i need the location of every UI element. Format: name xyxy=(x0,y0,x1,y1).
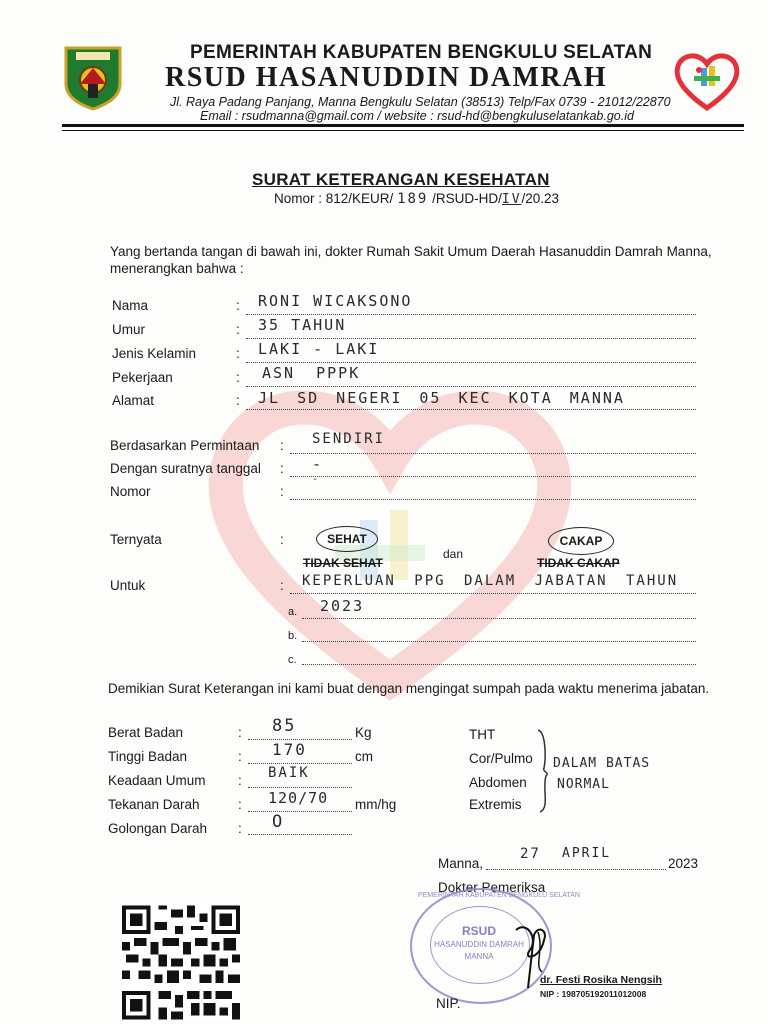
tinggi-value: 170 xyxy=(272,740,307,759)
untuk-value: KEPERLUAN PPG DALAM JABATAN TAHUN xyxy=(302,573,679,589)
remark-line2: NORMAL xyxy=(557,777,610,792)
nomor-dotted-line xyxy=(290,499,696,500)
jk-colon: : xyxy=(236,346,240,361)
ternyata-label: Ternyata xyxy=(110,532,162,547)
tanggal-colon: : xyxy=(280,461,284,476)
regency-crest-icon xyxy=(62,44,124,110)
doctor-name: dr. Festi Rosika Nengsih xyxy=(540,974,662,986)
watermark-heart-icon xyxy=(200,370,580,700)
signature-date-dotted-line xyxy=(486,869,666,870)
alamat-label: Alamat xyxy=(112,393,155,408)
alamat-dotted-line xyxy=(246,409,696,410)
cor-pulmo-label: Cor/Pulmo xyxy=(469,751,533,766)
dan-text: dan xyxy=(443,547,464,561)
tinggi-unit: cm xyxy=(355,749,373,764)
nama-colon: : xyxy=(236,298,240,313)
alamat-value: JL SD NEGERI 05 KEC KOTA MANNA xyxy=(258,389,625,407)
jk-dotted-line xyxy=(246,362,696,363)
berat-unit: Kg xyxy=(355,725,372,740)
pekerjaan-dotted-line xyxy=(246,386,696,387)
header-line1: PEMERINTAH KABUPATEN BENGKULU SELATAN xyxy=(190,42,653,63)
permintaan-label: Berdasarkan Permintaan xyxy=(110,438,260,453)
umur-value: 35 TAHUN xyxy=(258,316,347,334)
tekanan-unit: mm/hg xyxy=(355,797,397,812)
keadaan-dotted-line xyxy=(248,787,352,788)
qr-code-icon xyxy=(122,905,240,1020)
tht-label: THT xyxy=(469,727,496,742)
nomor-number: 189 xyxy=(397,191,429,207)
untuk-c-label: c. xyxy=(288,654,297,666)
signature-day: 27 xyxy=(520,846,541,862)
doctor-nip: NIP : 198705192011012008 xyxy=(540,989,647,999)
nama-label: Nama xyxy=(112,298,149,313)
tekanan-colon: : xyxy=(238,797,242,812)
nama-value: RONI WICAKSONO xyxy=(258,292,413,310)
tinggi-colon: : xyxy=(238,749,242,764)
jenis-kelamin-label: Jenis Kelamin xyxy=(112,346,197,361)
tidak-cakap-struck: TIDAK CAKAP xyxy=(537,556,620,570)
tekanan-value: 120/70 xyxy=(268,789,329,807)
pekerjaan-colon: : xyxy=(236,370,240,385)
stamp-top-text: PEMERINTAH KABUPATEN BENGKULU SELATAN xyxy=(418,892,580,899)
ternyata-colon: : xyxy=(280,532,284,547)
intro-text: Yang bertanda tangan di bawah ini, dokter Rumah Sakit Umum Daerah Hasanuddin Damrah Manna, menerangkan bahwa : xyxy=(110,244,712,276)
pekerjaan-label: Pekerjaan xyxy=(112,370,173,385)
golongan-label: Golongan Darah xyxy=(108,821,208,836)
nip-label: NIP. xyxy=(436,996,461,1011)
header-divider-thin xyxy=(62,130,744,131)
untuk-a-value: 2023 xyxy=(320,597,365,615)
hospital-heart-logo-icon xyxy=(672,48,742,112)
abdomen-label: Abdomen xyxy=(469,775,527,790)
tanggal-dotted-line xyxy=(290,476,696,477)
keadaan-value: BAIK xyxy=(268,765,310,781)
header-divider-thick xyxy=(62,124,744,127)
extremis-label: Extremis xyxy=(469,797,522,812)
permintaan-value: SENDIRI xyxy=(312,431,386,447)
nomor-year: /20.23 xyxy=(521,191,560,206)
signature-place: Manna, xyxy=(438,856,484,871)
signature-role: Dokter Pemeriksa xyxy=(438,880,546,895)
untuk-b-dotted-line xyxy=(302,641,696,642)
tekanan-dotted-line xyxy=(248,811,352,812)
brace-mark-icon xyxy=(536,728,556,814)
jenis-kelamin-value: LAKI - LAKI xyxy=(258,340,380,358)
keadaan-colon: : xyxy=(238,773,242,788)
header-contact: Email : rsudmanna@gmail.com / website : rsud-hd@bengkuluselatankab.go.id xyxy=(200,109,634,123)
golongan-colon: : xyxy=(238,821,242,836)
tinggi-label: Tinggi Badan xyxy=(108,749,188,764)
tekanan-label: Tekanan Darah xyxy=(108,797,200,812)
golongan-dotted-line xyxy=(248,834,352,835)
cakap-circled: CAKAP xyxy=(548,527,614,555)
closing-text: Demikian Surat Keterangan ini kami buat dengan mengingat sumpah pada waktu menerima jabatan. xyxy=(108,681,710,696)
berat-value: 85 xyxy=(272,716,297,736)
untuk-a-label: a. xyxy=(288,606,298,618)
untuk-dotted-line xyxy=(290,593,696,594)
untuk-c-dotted-line xyxy=(302,664,696,665)
nomor-colon: : xyxy=(280,484,284,499)
untuk-label: Untuk xyxy=(110,578,146,593)
stamp-manna: MANNA xyxy=(464,952,494,961)
alamat-colon: : xyxy=(236,393,240,408)
document-title: SURAT KETERANGAN KESEHATAN xyxy=(252,170,550,189)
stamp-rsud: RSUD xyxy=(461,924,496,938)
golongan-value: O xyxy=(272,812,285,832)
nomor-mid: /RSUD-HD/ xyxy=(432,191,502,206)
tanggal-label: Dengan suratnya tanggal xyxy=(110,461,261,476)
tinggi-dotted-line xyxy=(248,763,352,764)
tidak-sehat-struck: TIDAK SEHAT xyxy=(303,556,383,570)
tanggal-value: - xyxy=(312,455,324,473)
nomor-prefix: Nomor : 812/KEUR/ xyxy=(274,191,394,206)
untuk-colon: : xyxy=(280,578,284,593)
header-address: Jl. Raya Padang Panjang, Manna Bengkulu Selatan (38513) Telp/Fax 0739 - 21012/22870 xyxy=(170,95,671,109)
sehat-circled: SEHAT xyxy=(316,526,378,552)
document-number xyxy=(274,191,559,207)
nama-dotted-line xyxy=(246,314,696,315)
umur-colon: : xyxy=(236,322,240,337)
nomor-month: IV xyxy=(501,192,522,207)
berat-colon: : xyxy=(238,725,242,740)
permintaan-colon: : xyxy=(280,438,284,453)
stamp-hospital: HASANUDDIN DAMRAH xyxy=(434,940,524,949)
pekerjaan-value: ASN PPPK xyxy=(262,364,361,382)
keadaan-label: Keadaan Umum xyxy=(108,773,206,788)
berat-label: Berat Badan xyxy=(108,725,184,740)
signature-year: 2023 xyxy=(668,856,699,871)
untuk-b-label: b. xyxy=(288,630,298,642)
untuk-a-dotted-line xyxy=(302,618,696,619)
umur-label: Umur xyxy=(112,322,145,337)
signature-month: APRIL xyxy=(562,846,612,861)
nomor-label: Nomor xyxy=(110,484,151,499)
header-hospital-name: RSUD HASANUDDIN DAMRAH xyxy=(165,62,608,93)
permintaan-dotted-line xyxy=(290,453,696,454)
umur-dotted-line xyxy=(246,338,696,339)
remark-line1: DALAM BATAS xyxy=(553,756,651,771)
nomor-value: - xyxy=(312,474,321,485)
